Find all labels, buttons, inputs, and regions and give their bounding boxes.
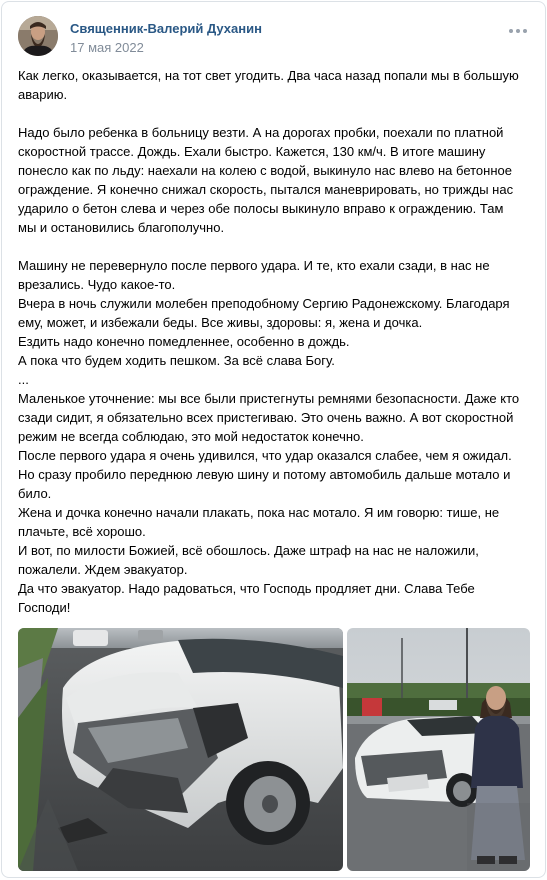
paragraph: Вчера в ночь служили молебен преподобному Сергию Радонежскому. Благодаря ему, может, и избежали беды. Все живы, здоровы: я, жена и дочка. bbox=[18, 296, 510, 330]
paragraph: После первого удара я очень удивился, что удар оказался слабее, чем я ожидал. Но сразу пробило переднюю левую шину и потому автомобиль дальше мотало и било. bbox=[18, 448, 512, 501]
avatar-image bbox=[18, 16, 58, 56]
paragraph: Да что эвакуатор. Надо радоваться, что Господь продляет дни. Слава Тебе Господи! bbox=[18, 581, 475, 615]
more-horizontal-icon[interactable] bbox=[507, 24, 529, 36]
photo-gallery bbox=[18, 628, 530, 871]
paragraph: Жена и дочка конечно начали плакать, пока нас мотало. Я им говорю: тише, не плачьте, всё хорошо. bbox=[18, 505, 500, 539]
post-header bbox=[18, 16, 529, 60]
photo-man-with-car[interactable] bbox=[347, 628, 530, 871]
paragraph: А пока что будем ходить пешком. За всё слава Богу. bbox=[18, 353, 335, 368]
paragraph: Ездить надо конечно помедленнее, особенно в дождь. bbox=[18, 334, 350, 349]
paragraph: ... bbox=[18, 372, 29, 387]
author-avatar[interactable] bbox=[18, 16, 58, 56]
post-date[interactable]: 17 мая 2022 bbox=[70, 40, 144, 55]
paragraph: И вот, по милости Божией, всё обошлось. Даже штраф на нас не наложили, пожалели. Ждем эвакуатор. bbox=[18, 543, 479, 577]
paragraph: Машину не перевернуло после первого удара. И те, кто ехали сзади, в нас не врезались. Чудо какое-то. bbox=[18, 258, 490, 292]
paragraph: Маленькое уточнение: мы все были пристегнуты ремнями безопасности. Даже кто сзади сидит, я обязательно всех пристегиваю. Это очень важно. А вот скоростной режим не всегда соблюдаю, это мой недостаток конечно. bbox=[18, 391, 520, 444]
paragraph: Как легко, оказывается, на тот свет угодить. Два часа назад попали мы в большую аварию. bbox=[18, 68, 519, 102]
post-text bbox=[18, 66, 524, 617]
photo-car-damage[interactable] bbox=[18, 628, 343, 871]
paragraph: Надо было ребенка в больницу везти. А на дорогах пробки, поехали по платной скоростной трассе. Дождь. Ехали быстро. Кажется, 130 км/ч. В итоге машину понесло как по льду: наехали на колею с водой, выкинуло нас влево на бетонное ограждение. Я конечно снижал скорость, пытался маневрировать, но трижды нас ударило о бетон слева и через обе полосы выкинуло вправо к ограждению. Там мы и остановились благополучно. bbox=[18, 125, 514, 235]
post-card bbox=[1, 1, 546, 878]
author-name[interactable]: Священник-Валерий Духанин bbox=[70, 21, 262, 36]
